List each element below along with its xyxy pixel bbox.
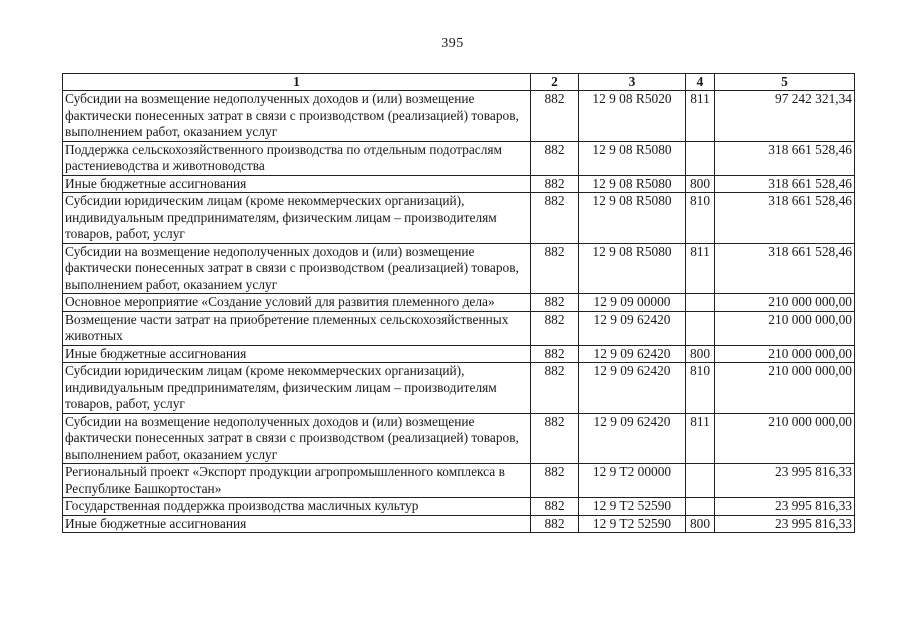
row-name: Субсидии на возмещение недополученных доходов и (или) возмещение фактически понесенных затрат в связи с производством (реализацией) товаров, выполнением работ, оказанием услуг [63,91,531,142]
row-ministry-code: 882 [531,515,579,533]
row-expense-type: 800 [686,175,715,193]
row-ministry-code: 882 [531,175,579,193]
row-ministry-code: 882 [531,363,579,414]
row-amount: 23 995 816,33 [715,464,855,498]
table-row [63,193,855,244]
row-target-article: 12 9 09 62420 [579,311,686,345]
column-header-target-article: 3 [579,74,686,91]
row-target-article: 12 9 T2 00000 [579,464,686,498]
column-header-amount: 5 [715,74,855,91]
row-name: Основное мероприятие «Создание условий для развития племенного дела» [63,294,531,312]
row-expense-type: 810 [686,363,715,414]
row-target-article: 12 9 08 R5080 [579,243,686,294]
row-expense-type: 800 [686,515,715,533]
column-header-ministry: 2 [531,74,579,91]
row-expense-type: 811 [686,413,715,464]
table-row [63,464,855,498]
table-row [63,175,855,193]
row-name: Субсидии на возмещение недополученных доходов и (или) возмещение фактически понесенных затрат в связи с производством (реализацией) товаров, выполнением работ, оказанием услуг [63,243,531,294]
table-row [63,243,855,294]
row-amount: 210 000 000,00 [715,294,855,312]
row-expense-type [686,311,715,345]
page-number: 395 [441,36,464,51]
row-target-article: 12 9 08 R5080 [579,175,686,193]
row-name: Иные бюджетные ассигнования [63,175,531,193]
row-expense-type [686,294,715,312]
column-header-expense-type: 4 [686,74,715,91]
row-ministry-code: 882 [531,243,579,294]
row-target-article: 12 9 08 R5020 [579,91,686,142]
row-expense-type: 811 [686,91,715,142]
row-target-article: 12 9 09 62420 [579,345,686,363]
table-row [63,413,855,464]
row-amount: 318 661 528,46 [715,141,855,175]
row-ministry-code: 882 [531,345,579,363]
row-target-article: 12 9 09 62420 [579,363,686,414]
row-name: Иные бюджетные ассигнования [63,515,531,533]
row-amount: 318 661 528,46 [715,175,855,193]
row-expense-type [686,141,715,175]
row-amount: 97 242 321,34 [715,91,855,142]
table-row [63,141,855,175]
row-expense-type: 811 [686,243,715,294]
row-expense-type [686,498,715,516]
table-row [63,294,855,312]
row-target-article: 12 9 08 R5080 [579,193,686,244]
row-target-article: 12 9 09 00000 [579,294,686,312]
row-ministry-code: 882 [531,193,579,244]
table-row [63,498,855,516]
table-row [63,363,855,414]
row-amount: 210 000 000,00 [715,311,855,345]
row-ministry-code: 882 [531,464,579,498]
budget-table [62,73,855,533]
row-ministry-code: 882 [531,413,579,464]
table-row [63,345,855,363]
row-name: Региональный проект «Экспорт продукции агропромышленного комплекса в Республике Башкортостан» [63,464,531,498]
row-name: Государственная поддержка производства масличных культур [63,498,531,516]
row-amount: 210 000 000,00 [715,413,855,464]
row-name: Субсидии на возмещение недополученных доходов и (или) возмещение фактически понесенных затрат в связи с производством (реализацией) товаров, выполнением работ, оказанием услуг [63,413,531,464]
header-row [63,74,855,91]
table-row [63,91,855,142]
row-expense-type: 800 [686,345,715,363]
row-amount: 318 661 528,46 [715,243,855,294]
row-target-article: 12 9 T2 52590 [579,498,686,516]
row-amount: 210 000 000,00 [715,345,855,363]
row-name: Субсидии юридическим лицам (кроме некоммерческих организаций), индивидуальным предпринимателям, физическим лицам – производителям товаров, работ, услуг [63,363,531,414]
row-amount: 23 995 816,33 [715,515,855,533]
row-expense-type: 810 [686,193,715,244]
row-ministry-code: 882 [531,141,579,175]
row-ministry-code: 882 [531,498,579,516]
row-expense-type [686,464,715,498]
table-row [63,311,855,345]
row-ministry-code: 882 [531,294,579,312]
row-target-article: 12 9 08 R5080 [579,141,686,175]
row-amount: 210 000 000,00 [715,363,855,414]
column-header-name: 1 [63,74,531,91]
row-name: Иные бюджетные ассигнования [63,345,531,363]
row-target-article: 12 9 T2 52590 [579,515,686,533]
table-row [63,515,855,533]
row-name: Субсидии юридическим лицам (кроме некоммерческих организаций), индивидуальным предпринимателям, физическим лицам – производителям товаров, работ, услуг [63,193,531,244]
row-name: Возмещение части затрат на приобретение племенных сельскохозяйственных животных [63,311,531,345]
row-ministry-code: 882 [531,311,579,345]
row-amount: 23 995 816,33 [715,498,855,516]
row-name: Поддержка сельскохозяйственного производства по отдельным подотраслям растениеводства и животноводства [63,141,531,175]
row-amount: 318 661 528,46 [715,193,855,244]
row-ministry-code: 882 [531,91,579,142]
row-target-article: 12 9 09 62420 [579,413,686,464]
